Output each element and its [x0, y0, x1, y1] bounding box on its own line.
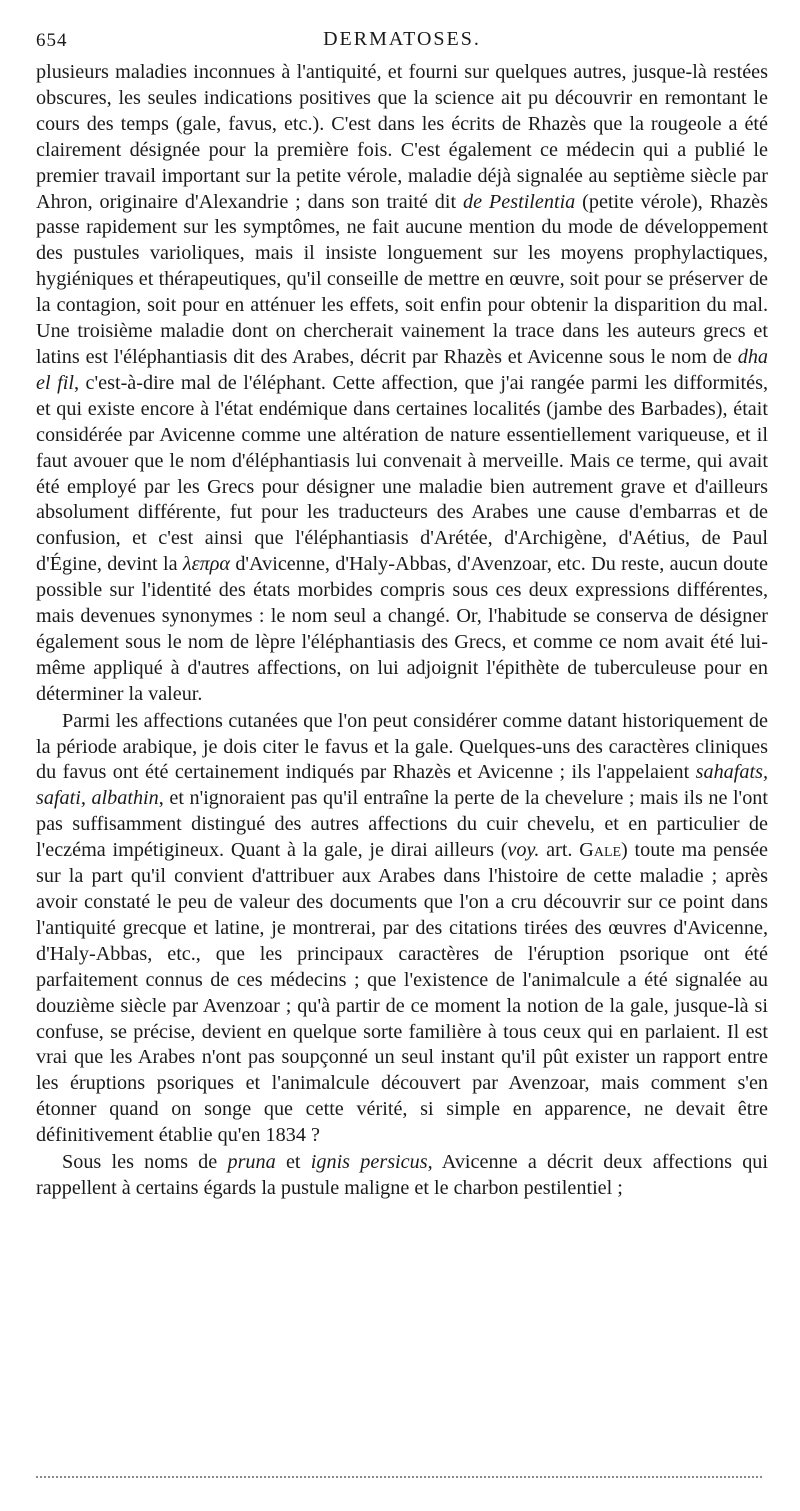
body-text [36, 60, 768, 1202]
paragraph-text: , et n'ignoraient pas qu'il entraîne la perte de la chevelure ; mais ils ne l'ont pas suffisamment distingué des autres affections du cuir chevelu, et en particulier de l'eczéma impétigineux. Quant à la gale, je dirai ailleurs ( [36, 787, 768, 862]
italic-text: voy. [507, 839, 540, 862]
paragraph-text: , Avicenne a décrit deux affections qui rappellent à certains égards la pustule maligne et le charbon pestilentiel ; [36, 1151, 768, 1199]
paragraph [36, 709, 768, 1149]
paragraph-text: d'Avicenne, d'Haly-Abbas, d'Avenzoar, etc. Du reste, aucun doute possible sur l'identité des états morbides compris sous ces deux expressions différentes, mais devenues synonymes : le nom seul a changé. Or, l'habitude se conserva de désigner également sous le nom de lèpre l'éléphantiasis des Grecs, et comme ce nom avait été lui-même appliqué à d'autres affections, on lui adjoignit l'épithète de tuberculeuse pour en déterminer la valeur. [36, 553, 768, 705]
paragraph [36, 1150, 768, 1202]
greek-text: λεπρα [182, 553, 230, 576]
running-title: DERMATOSES. [323, 28, 481, 50]
paragraph-text: Parmi les affections cutanées que l'on peut considérer comme datant historiquement de la période arabique, je dois citer le favus et la gale. Quelques-uns des caractères cliniques du favus ont été certainement indiqués par Rhazès et Avicenne ; ils l'appelaient [36, 709, 768, 784]
italic-text: de Pestilentia [463, 190, 576, 213]
paragraph-text: (petite vérole), Rhazès passe rapidement sur les symptômes, ne fait aucune mention du mode de développement des pustules varioliques, mais il insiste longuement sur les moyens prophylactiques, hygiéniques et thérapeutiques, qu'il conseille de mettre en œuvre, soit pour se préserver de la contagion, soit pour en atténuer les effets, soit enfin pour obtenir la disparition du mal. Une troisième maladie dont on chercherait vainement la trace dans les auteurs grecs et latins est l'éléphantiasis dit des Arabes, décrit par Rhazès et Avicenne sous le nom de [36, 190, 768, 368]
smallcaps-text: Gale [579, 839, 622, 862]
paragraph-text: Sous les noms de [62, 1151, 228, 1174]
running-head [36, 26, 768, 60]
paragraph-text: plusieurs maladies inconnues à l'antiquité, et fourni sur quelques autres, jusque-là restées obscures, les seules indications positives que la science ait pu découvrir en remontant le cours des temps (gale, favus, etc.). C'est dans les écrits de Rhazès que la rougeole a été clairement désignée pour la première fois. C'est également ce médecin qui a publié le premier travail important sur la petite vérole, maladie déjà signalée au septième siècle par Ahron, originaire d'Alexandrie ; dans son traité dit [36, 61, 768, 213]
italic-text: sahafats, safati, albathin [36, 761, 768, 810]
paragraph-text: ) toute ma pensée sur la part qu'il convient d'attribuer aux Arabes dans l'histoire de cette maladie ; après avoir constaté le peu de valeur des documents que l'on a cru découvrir sur ce point dans l'antiquité grecque et latine, je montrerai, par des citations tirées des œuvres d'Avicenne, d'Haly-Abbas, etc., que les principaux caractères de l'éruption psorique ont été parfaitement connus de ces médecins ; que l'existence de l'animalcule a été signalée au douzième siècle par Avenzoar ; qu'à partir de ce moment la notion de la gale, jusque-là si confuse, se précise, devient en quelque sorte familière à tous ceux qui en parlaient. Il est vrai que les Arabes n'ont pas soupçonné un seul instant qu'il pût exister un rapport entre les éruptions psoriques et l'animalcule découvert par Avenzoar, mais comment s'en étonner quand on songe que cette vérité, si simple en apparence, ne devait être définitivement établie qu'en 1834 ? [36, 839, 769, 1147]
italic-text: pruna [227, 1151, 276, 1174]
page-number: 654 [36, 30, 68, 51]
document-page [36, 26, 768, 1202]
paragraph [36, 60, 768, 708]
italic-text: ignis persicus [310, 1151, 428, 1174]
footer-dotted-rule [36, 1476, 762, 1478]
paragraph-text: , c'est-à-dire mal de l'éléphant. Cette affection, que j'ai rangée parmi les difformités, et qui existe encore à l'état endémique dans certaines localités (jambe des Barbades), était considérée par Avicenne comme une altération de nature essentiellement variqueuse, et il faut avouer que le nom d'éléphantiasis lui convenait à merveille. Mais ce terme, qui avait été employé par les Grecs pour désigner une maladie bien autrement grave et d'ailleurs absolument différente, fut pour les traducteurs des Arabes une cause d'embarras et de confusion, et c'est ainsi que l'éléphantiasis d'Arétée, d'Archigène, d'Aétius, de Paul d'Égine, devint la [36, 371, 768, 576]
italic-text: dha el fil [36, 345, 768, 394]
paragraph-text: et [275, 1151, 311, 1174]
paragraph-text: art. [539, 839, 580, 862]
